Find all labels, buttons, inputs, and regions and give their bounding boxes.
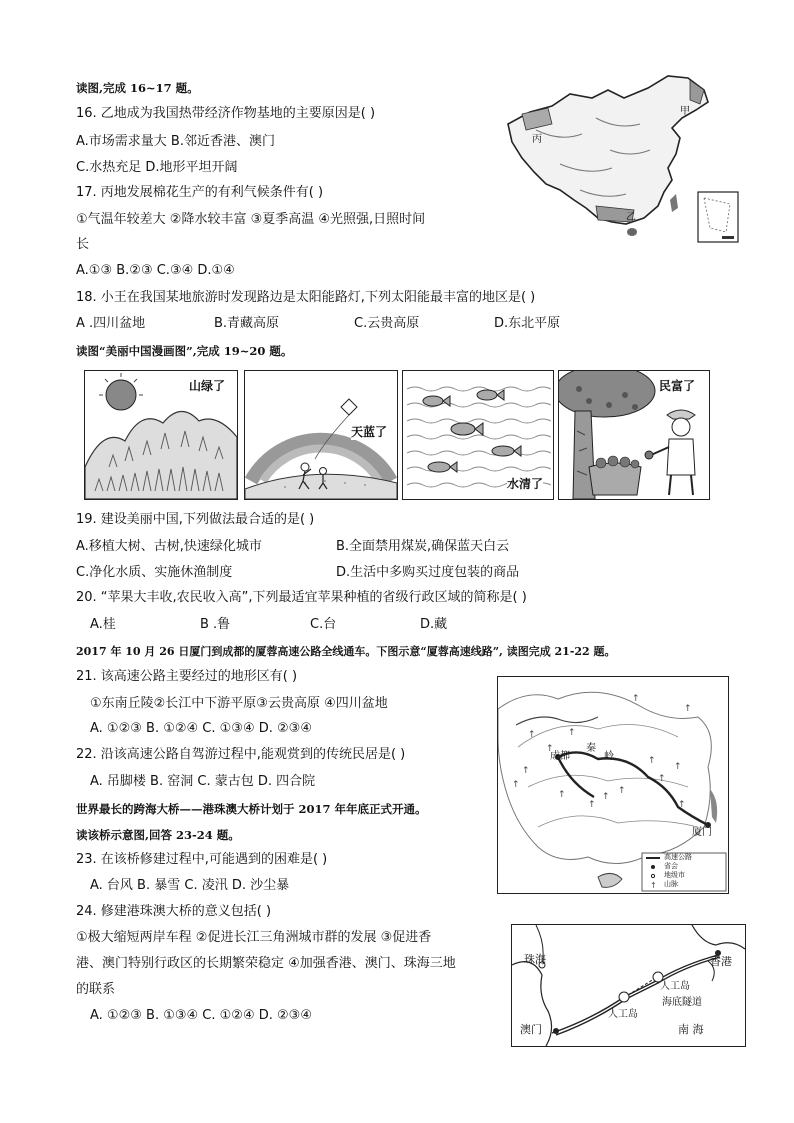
svg-text:↑: ↑ [588,800,596,810]
svg-text:↑: ↑ [558,790,566,800]
svg-text:↑: ↑ [546,744,554,754]
comic-panel-clear-water [402,370,554,500]
map-label-chengdu: 成都 [550,751,570,762]
comic-caption-blue: 天蓝了 [351,425,388,439]
hzmb-bridge-map [511,924,746,1047]
comic-caption-green: 山绿了 [189,379,226,393]
china-map [500,72,746,244]
comic-panel-rich-people [558,370,710,500]
option-b: B.青藏高原 [214,316,280,331]
svg-text:↑: ↑ [632,694,640,704]
question-19-option-c: C.净化水质、实施休渔制度 [76,565,233,580]
svg-text:↑: ↑ [522,766,530,776]
svg-text:↑: ↑ [678,800,686,810]
xiarong-highway-map [497,676,729,894]
option-d: D.藏 [420,617,448,632]
section-intro-23-24-line1: 世界最长的跨海大桥——港珠澳大桥计划于 2017 年年底正式开通。 [76,802,427,816]
question-17: 17. 丙地发展棉花生产的有利气候条件有( ) [76,185,324,200]
map-legend [664,853,692,889]
legend-highway: 高速公路 [664,853,692,861]
option-d: D.东北平原 [494,316,561,331]
svg-text:↑: ↑ [568,728,576,738]
question-24: 24. 修建港珠澳大桥的意义包括( ) [76,904,272,919]
question-23: 23. 在该桥修建过程中,可能遇到的困难是( ) [76,852,328,867]
question-17-options: A.①③ B.②③ C.③④ D.①④ [76,263,235,278]
svg-text:↑: ↑ [602,792,610,802]
question-23-options: A. 台风 B. 暴雪 C. 凌汛 D. 沙尘暴 [90,878,290,893]
question-21-items: ①东南丘陵②长江中下游平原③云贵高原 ④四川盆地 [90,696,388,711]
option-a: A .四川盆地 [76,316,146,331]
comic-caption-water: 水清了 [507,477,544,491]
svg-text:↑: ↑ [618,786,626,796]
question-20: 20. “苹果大丰收,农民收入高”,下列最适宜苹果种植的省级行政区域的简称是( ) [76,590,527,605]
option-a: A.桂 [90,617,116,632]
section-intro-16-17: 读图,完成 16~17 题。 [76,81,199,95]
question-19-option-d: D.生活中多购买过度包装的商品 [336,565,520,580]
map-label-tunnel: 海底隧道 [662,997,702,1008]
legend-city: 地级市 [664,871,685,879]
legend-mountain: 山脉 [664,880,678,888]
map-label-zhuhai: 珠海 [524,953,546,966]
question-24-line1: ①极大缩短两岸车程 ②促进长江三角洲城市群的发展 ③促进香 [76,930,432,945]
question-19-option-b: B.全面禁用煤炭,确保蓝天白云 [336,539,510,554]
svg-text:↑: ↑ [684,704,692,714]
svg-text:↑: ↑ [650,881,657,890]
question-19: 19. 建设美丽中国,下列做法最合适的是( ) [76,512,315,527]
section-intro-21-22: 2017 年 10 月 26 日厦门到成都的厦蓉高速公路全线通车。下图示意“厦蓉高速线路”, 读图完成 21-22 题。 [76,645,616,658]
map-label-yi: 乙 [626,212,636,223]
map-label-jia: 甲 [680,106,690,117]
svg-text:↑: ↑ [512,780,520,790]
map-label-south-sea: 南 海 [678,1023,704,1036]
question-22: 22. 沿该高速公路自驾游过程中,能观赏到的传统民居是( ) [76,747,406,762]
map-label-macau: 澳门 [520,1023,542,1036]
question-16: 16. 乙地成为我国热带经济作物基地的主要原因是( ) [76,106,376,121]
comic-panel-blue-sky [244,370,398,500]
question-19-option-a: A.移植大树、古树,快速绿化城市 [76,539,262,554]
question-18: 18. 小王在我国某地旅游时发现路边是太阳能路灯,下列太阳能最丰富的地区是( ) [76,290,536,305]
option-b: B .鲁 [200,617,231,632]
question-21: 21. 该高速公路主要经过的地形区有( ) [76,669,298,684]
option-c: C.云贵高原 [354,316,420,331]
question-17-items: ①气温年较差大 ②降水较丰富 ③夏季高温 ④光照强,日照时间 [76,212,426,227]
map-label-ling: 岭 [604,751,614,762]
question-22-options: A. 吊脚楼 B. 窑洞 C. 蒙古包 D. 四合院 [90,774,316,789]
svg-text:↑: ↑ [658,774,666,784]
map-label-island-west: 人工岛 [608,1009,638,1020]
map-label-hongkong: 香港 [710,955,732,968]
question-21-options: A. ①②③ B. ①②④ C. ①③④ D. ②③④ [90,721,312,736]
map-label-xiamen: 厦门 [692,827,712,838]
option-c: C.台 [310,617,337,632]
svg-text:↑: ↑ [528,730,536,740]
legend-capital: 省会 [664,862,678,870]
question-16-options-cd: C.水热充足 D.地形平坦开阔 [76,160,238,175]
map-label-qin: 秦 [586,743,596,754]
section-intro-23-24-line2: 读该桥示意图,回答 23-24 题。 [76,828,240,842]
question-24-line3: 的联系 [76,982,116,997]
section-intro-19-20: 读图“美丽中国漫画图”,完成 19~20 题。 [76,344,293,358]
comic-panel-green-mountains [84,370,238,500]
question-16-options-ab: A.市场需求量大 B.邻近香港、澳门 [76,134,275,149]
map-label-island-east: 人工岛 [660,981,690,992]
svg-text:↑: ↑ [674,762,682,772]
svg-text:↑: ↑ [648,756,656,766]
question-24-line2: 港、澳门特别行政区的长期繁荣稳定 ④加强香港、澳门、珠海三地 [76,956,456,971]
comic-caption-rich: 民富了 [659,379,696,393]
question-24-options: A. ①②③ B. ①③④ C. ①②④ D. ②③④ [90,1008,312,1023]
question-17-items-cont: 长 [76,237,90,252]
map-label-bing: 丙 [532,134,542,145]
